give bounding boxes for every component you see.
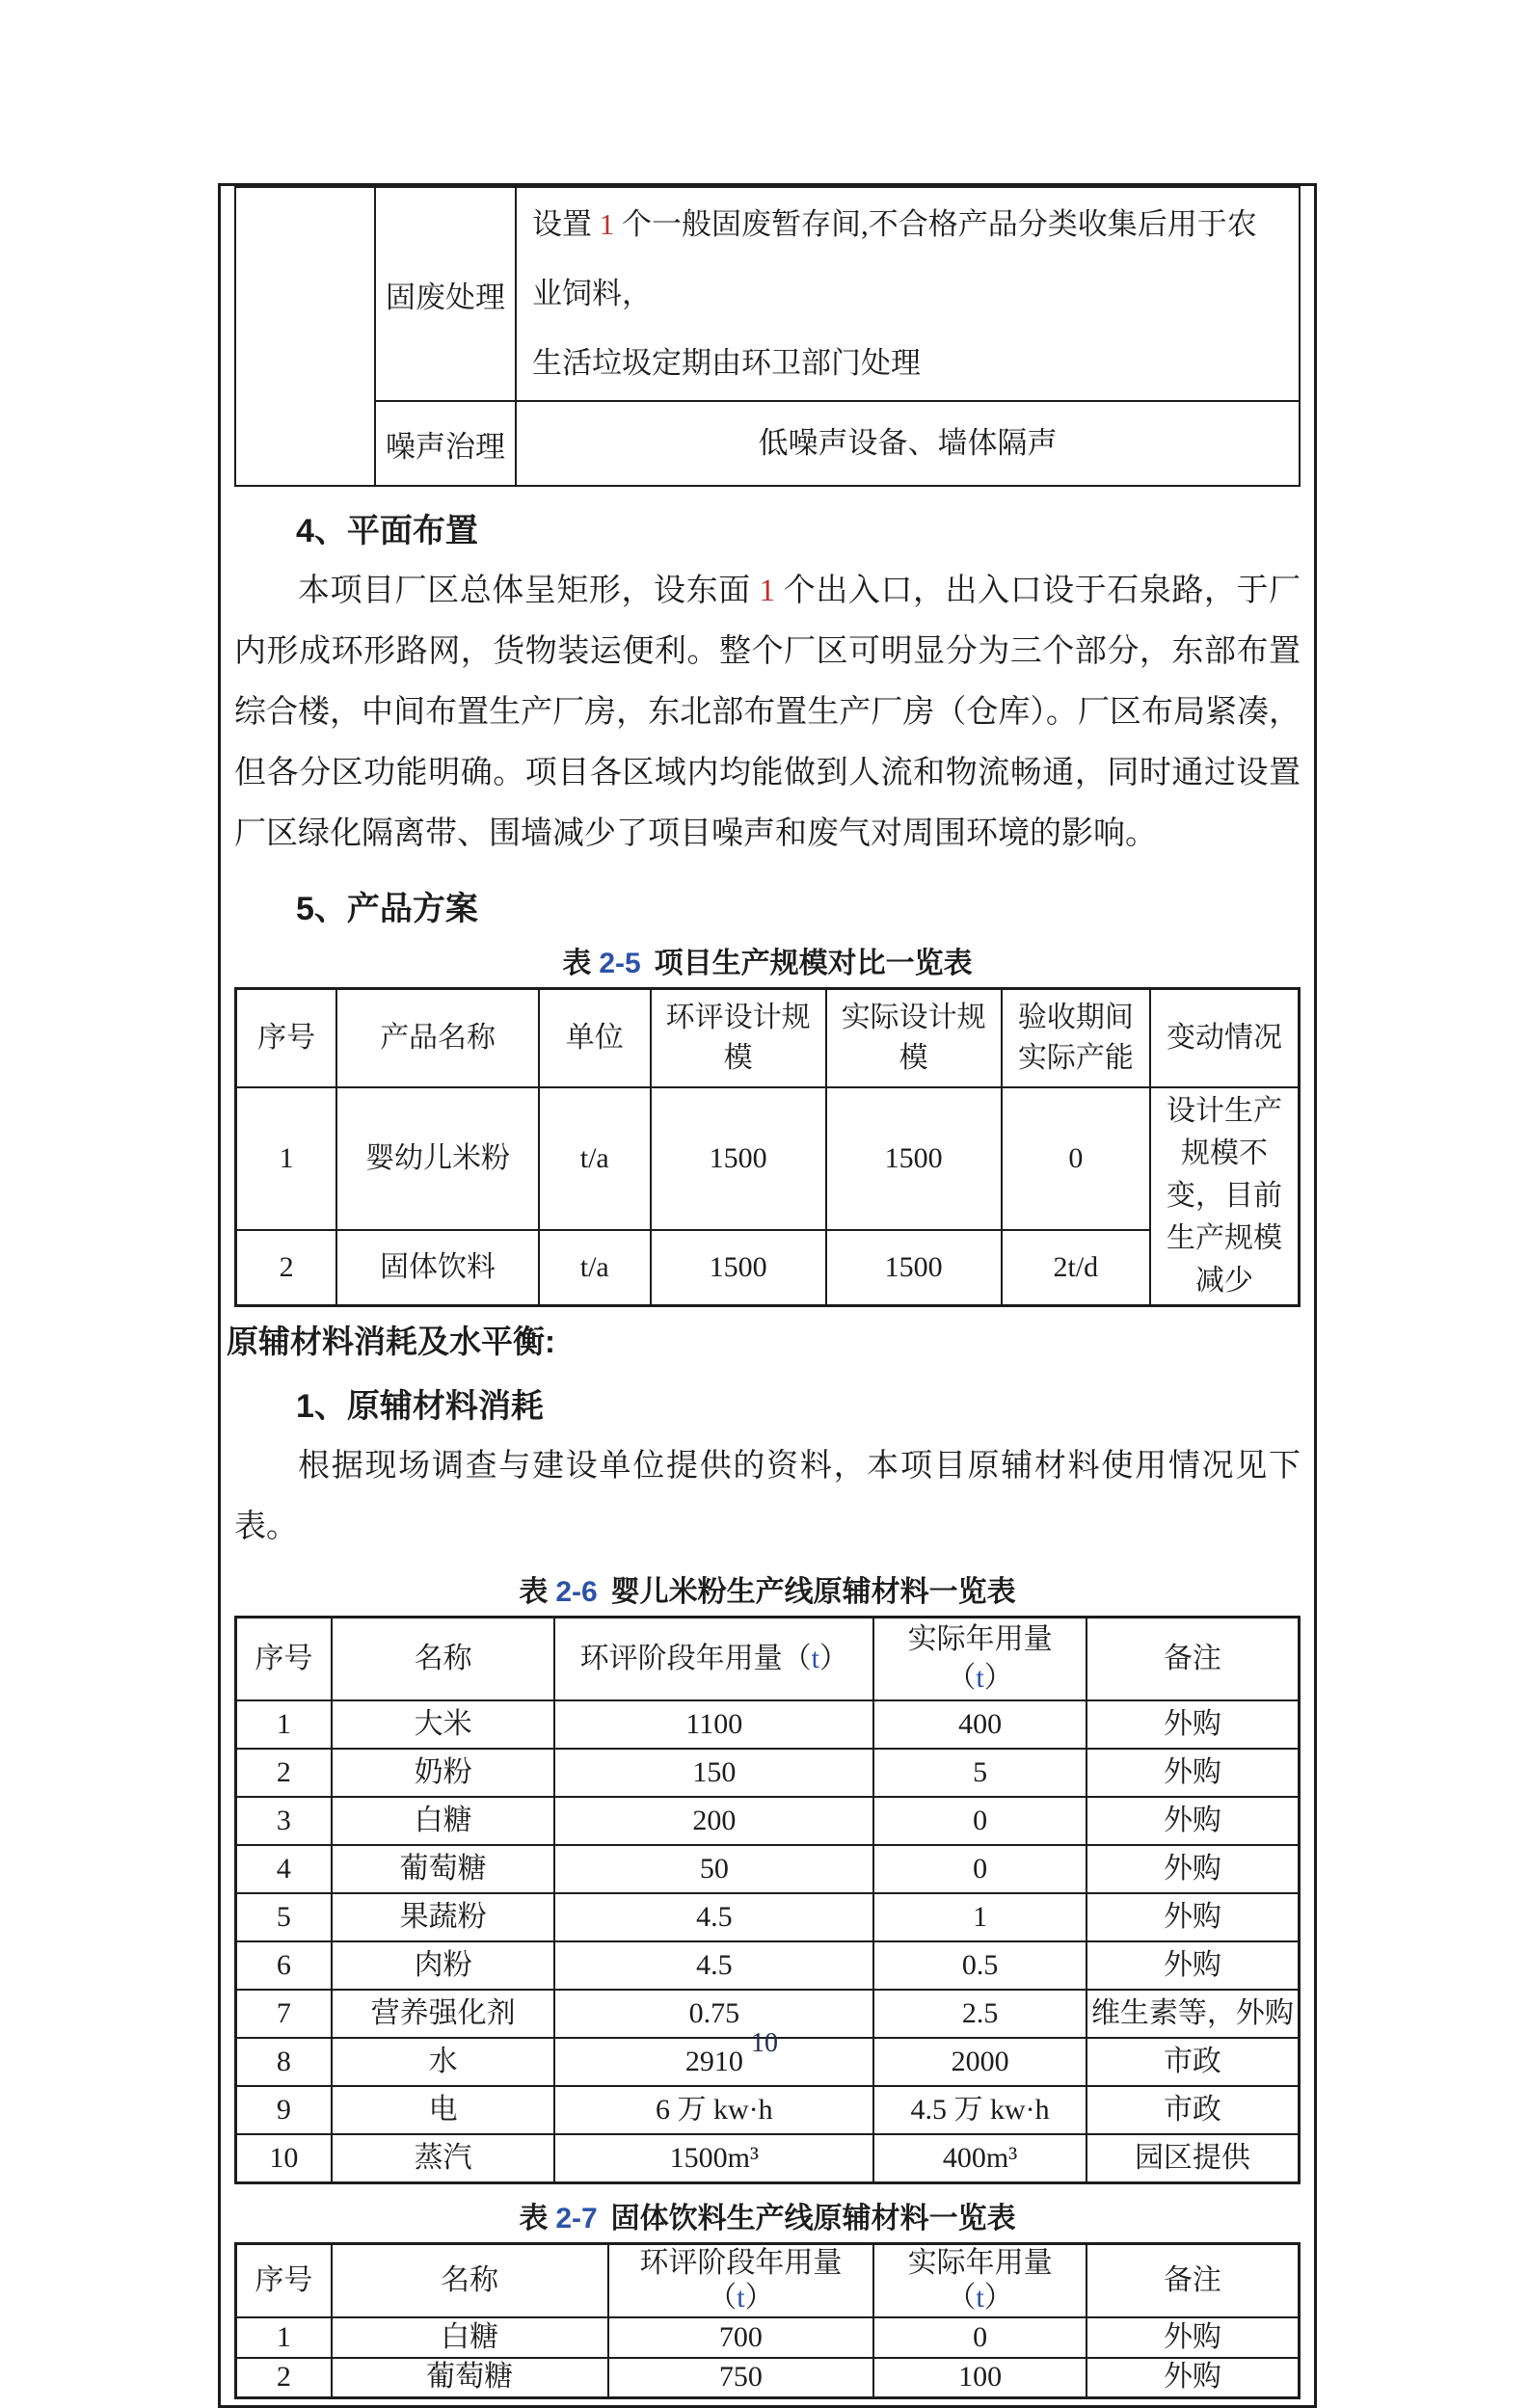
table-cell: 2910 — [554, 2038, 873, 2086]
header-cell — [554, 1618, 873, 1701]
table-cell: 外购 — [1086, 2358, 1300, 2398]
table-cell: 1 — [236, 1700, 332, 1749]
table-row — [236, 1941, 1300, 1990]
table-cell: 1500 — [651, 1230, 826, 1306]
category-cell-empty — [235, 187, 375, 486]
table-cell: 2000 — [873, 2038, 1086, 2086]
table-cell: 维生素等，外购 — [1086, 1990, 1300, 2038]
table-cell: 婴幼儿米粉 — [336, 1087, 539, 1230]
table-cell: 6 万 kw·h — [554, 2086, 873, 2134]
table-cell: 葡萄糖 — [332, 2358, 608, 2398]
table-cell: t/a — [539, 1087, 651, 1230]
table-cell: 果蔬粉 — [332, 1893, 555, 1941]
table-cell: 0 — [1002, 1087, 1150, 1230]
table-cell: 1 — [236, 2317, 332, 2358]
layout-paragraph-post: 个出入口，出入口设于石泉路，于厂内形成环形路网，货物装运便利。整个厂区可明显分为三个部分，东部布置综合楼，中间布置生产厂房，东北部布置生产厂房（仓库）。厂区布局紧凑，但各分区功能明确。项目各区域内均能做到人流和物流畅通，同时通过设置厂区绿化隔离带、围墙减少了项目噪声和废气对周围环境的影响。 — [234, 574, 1301, 851]
table-cell: 9 — [236, 2086, 332, 2134]
table-cell: 2.5 — [873, 1990, 1086, 2038]
table-cell: 外购 — [1086, 1797, 1300, 1845]
header-unit: t — [976, 2281, 984, 2314]
rice-powder-materials-table — [234, 1616, 1301, 2184]
table-row — [236, 1230, 1300, 1306]
table-cell: 电 — [332, 2086, 555, 2134]
solid-waste-text-pre: 设置 — [532, 207, 600, 241]
header-text: 环评阶段年用量（ — [579, 1643, 812, 1674]
table-2-6-caption — [221, 1567, 1314, 1610]
table-cell: 1100 — [554, 1700, 873, 1749]
header-text: ） — [983, 1662, 1013, 1694]
table-cell: 葡萄糖 — [332, 1845, 555, 1893]
header-cell: 备注 — [1086, 2243, 1300, 2317]
header-cell: 序号 — [236, 1618, 332, 1701]
table-cell: 700 — [608, 2317, 874, 2358]
materials-paragraph: 根据现场调查与建设单位提供的资料，本项目原辅材料使用情况见下表。 — [234, 1449, 1301, 1544]
table-cell: 400m³ — [873, 2134, 1086, 2182]
header-unit: t — [737, 2281, 745, 2314]
table-cell: 1500 — [651, 1087, 826, 1230]
table-row — [236, 1797, 1300, 1845]
header-cell — [608, 2243, 874, 2317]
page-number: 10 — [751, 2028, 778, 2058]
table-row — [235, 187, 1300, 401]
table-row — [236, 1700, 1300, 1749]
solid-waste-text-post: 个一般固废暂存间,不合格产品分类收集后用于农业饲料， — [532, 207, 1257, 310]
table-cell: 0 — [873, 2317, 1086, 2358]
content-frame — [218, 183, 1317, 2408]
table-cell: 1 — [236, 1087, 337, 1230]
production-scale-table — [234, 987, 1301, 1307]
table-cell: 10 — [236, 2134, 332, 2182]
table-cell: 外购 — [1086, 1845, 1300, 1893]
table-cell: 0 — [873, 1797, 1086, 1845]
header-unit: t — [811, 1643, 819, 1674]
table-cell: 400 — [873, 1700, 1086, 1749]
table-cell: 2 — [236, 1230, 337, 1306]
solid-waste-label: 固废处理 — [375, 187, 516, 401]
table-row — [236, 1845, 1300, 1893]
table-cell: 8 — [236, 2038, 332, 2086]
header-text: 环评阶段年用量（ — [639, 2246, 843, 2314]
header-text: ） — [744, 2281, 774, 2314]
table-cell: 白糖 — [332, 2317, 608, 2358]
header-text: 实际年用量（ — [907, 2246, 1053, 2314]
noise-content: 低噪声设备、墙体隔声 — [516, 401, 1300, 486]
section-heading-product: 5、产品方案 — [296, 891, 478, 927]
table-cell: 750 — [608, 2358, 874, 2398]
table-cell: 50 — [554, 1845, 873, 1893]
table-cell: 100 — [873, 2358, 1086, 2398]
table-row — [236, 2086, 1300, 2134]
table-cell: 6 — [236, 1941, 332, 1990]
table-cell: 5 — [873, 1749, 1086, 1797]
header-cell: 产品名称 — [336, 989, 539, 1088]
caption-number: 2-5 — [599, 948, 641, 979]
table-cell: 7 — [236, 1990, 332, 2038]
change-status-cell: 设计生产规模不变，目前生产规模减少 — [1150, 1087, 1299, 1306]
solid-waste-count: 1 — [599, 207, 615, 241]
header-text: ） — [819, 1643, 848, 1674]
caption-label: 表 — [562, 948, 592, 979]
caption-number: 2-6 — [555, 1576, 598, 1608]
table-cell: 4.5 — [554, 1941, 873, 1990]
table-cell: 水 — [332, 2038, 555, 2086]
table-cell: 1500m³ — [554, 2134, 873, 2182]
header-cell: 备注 — [1086, 1618, 1300, 1701]
table-header-row — [236, 1618, 1300, 1701]
header-cell: 序号 — [236, 989, 337, 1088]
table-cell: 奶粉 — [332, 1749, 555, 1797]
header-text: 实际年用量（ — [907, 1623, 1053, 1694]
table-cell: 2 — [236, 1749, 332, 1797]
table-cell: 3 — [236, 1797, 332, 1845]
solid-waste-text-line2: 生活垃圾定期由环卫部门处理 — [532, 346, 921, 380]
header-cell: 名称 — [332, 1618, 555, 1701]
table-2-7-caption — [221, 2194, 1314, 2236]
table-cell: 市政 — [1086, 2038, 1300, 2086]
caption-number: 2-7 — [555, 2202, 598, 2234]
table-cell: 大米 — [332, 1700, 555, 1749]
table-cell: 白糖 — [332, 1797, 555, 1845]
table-cell: 5 — [236, 1893, 332, 1941]
header-cell: 变动情况 — [1150, 989, 1299, 1088]
table-cell: 肉粉 — [332, 1941, 555, 1990]
caption-label: 表 — [519, 1576, 549, 1608]
table-cell: 4 — [236, 1845, 332, 1893]
header-cell: 名称 — [332, 2243, 608, 2317]
layout-paragraph — [234, 561, 1301, 865]
table-cell: 0.5 — [873, 1941, 1086, 1990]
table-cell: 市政 — [1086, 2086, 1300, 2134]
table-cell: 外购 — [1086, 1893, 1300, 1941]
header-text: ） — [983, 2281, 1013, 2314]
table-row — [236, 2134, 1300, 2182]
section-heading-materials: 1、原辅材料消耗 — [296, 1388, 544, 1425]
caption-title: 固体饮料生产线原辅材料一览表 — [610, 2202, 1016, 2234]
caption-title: 项目生产规模对比一览表 — [654, 948, 973, 979]
header-cell: 环评设计规模 — [651, 989, 826, 1088]
table-row — [236, 1749, 1300, 1797]
layout-paragraph-pre: 本项目厂区总体呈矩形，设东面 — [298, 574, 760, 608]
table-row — [236, 2317, 1300, 2358]
header-cell: 实际设计规模 — [826, 989, 1002, 1088]
table-cell: 外购 — [1086, 1749, 1300, 1797]
layout-paragraph-num: 1 — [759, 574, 775, 608]
table-2-5-caption — [221, 939, 1314, 981]
solid-drink-materials-table — [234, 2242, 1301, 2400]
table-cell: 4.5 万 kw·h — [873, 2086, 1086, 2134]
table-cell: 2t/d — [1002, 1230, 1150, 1306]
table-cell: 园区提供 — [1086, 2134, 1300, 2182]
table-cell: 0.75 — [554, 1990, 873, 2038]
table-row — [236, 1087, 1300, 1230]
table-cell: 外购 — [1086, 2317, 1300, 2358]
table-header-row — [236, 989, 1300, 1088]
table-cell: 外购 — [1086, 1700, 1300, 1749]
water-balance-heading: 原辅材料消耗及水平衡: — [227, 1324, 555, 1359]
table-cell: 1 — [873, 1893, 1086, 1941]
table-cell: 2 — [236, 2358, 332, 2398]
table-cell: 0 — [873, 1845, 1086, 1893]
header-cell: 验收期间实际产能 — [1002, 989, 1150, 1088]
table-cell: t/a — [539, 1230, 651, 1306]
table-cell: 1500 — [826, 1087, 1002, 1230]
table-cell: 200 — [554, 1797, 873, 1845]
noise-label: 噪声治理 — [375, 401, 516, 486]
table-cell: 蒸汽 — [332, 2134, 555, 2182]
caption-title: 婴儿米粉生产线原辅材料一览表 — [610, 1576, 1016, 1608]
table-header-row — [236, 2243, 1300, 2317]
header-cell: 序号 — [236, 2243, 332, 2317]
table-cell: 营养强化剂 — [332, 1990, 555, 2038]
header-unit: t — [976, 1662, 984, 1694]
table-row — [236, 1893, 1300, 1941]
table-cell: 150 — [554, 1749, 873, 1797]
header-cell — [873, 1618, 1086, 1701]
table-row — [236, 2358, 1300, 2398]
solid-waste-content — [516, 187, 1300, 401]
caption-label: 表 — [519, 2202, 549, 2234]
table-cell: 外购 — [1086, 1941, 1300, 1990]
table-cell: 固体饮料 — [336, 1230, 539, 1306]
table-cell: 1500 — [826, 1230, 1002, 1306]
header-cell: 单位 — [539, 989, 651, 1088]
table-row — [235, 401, 1300, 486]
treatment-table — [234, 186, 1301, 487]
table-cell: 4.5 — [554, 1893, 873, 1941]
header-cell — [873, 2243, 1086, 2317]
section-heading-layout: 4、平面布置 — [296, 513, 478, 549]
